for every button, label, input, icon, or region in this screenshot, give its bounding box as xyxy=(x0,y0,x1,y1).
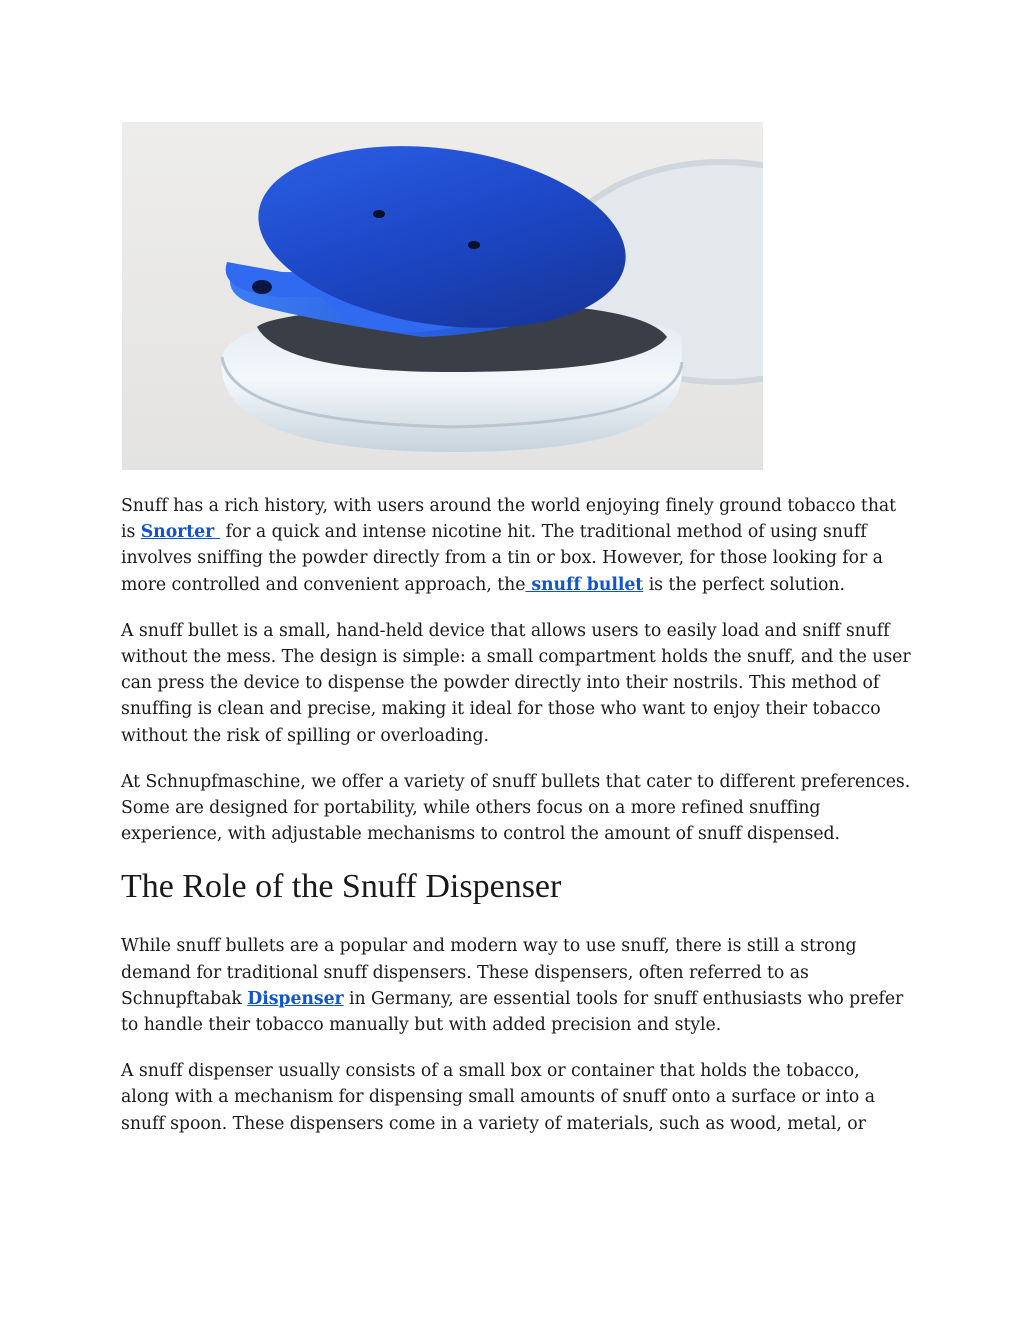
paragraph-dispenser xyxy=(121,933,911,1038)
paragraph-dispenser-description: A snuff dispenser usually consists of a small box or container that holds the tobacco, along with a mechanism for dispensing small amounts of snuff onto a surface or into a snuff spoon. These dispensers come in a variety of materials, such as wood, metal, or xyxy=(121,1061,875,1134)
paragraph-text: Snuff has a rich history, with users around the world enjoying finely ground tobacco that is xyxy=(121,496,897,543)
article-body xyxy=(121,493,911,1157)
paragraph-text: in Germany, are essential tools for snuff enthusiasts who prefer to handle their tobacco manually but with added precision and style. xyxy=(121,988,904,1036)
product-photo xyxy=(122,122,763,470)
paragraph-text: for a quick and intense nicotine hit. The traditional method of using snuff involves sniffing the powder directly from a tin or box. However, for those looking for a more controlled and convenient approach, the xyxy=(121,522,883,595)
paragraph-text: While snuff bullets are a popular and modern way to use snuff, there is still a strong demand for traditional snuff dispensers. These dispensers, often referred to as Schnupftabak xyxy=(121,936,857,1009)
section-heading: The Role of the Snuff Dispenser xyxy=(121,868,562,906)
paragraph-schnupfmaschine: At Schnupfmaschine, we offer a variety of snuff bullets that cater to different preferences. Some are designed for portability, while others focus on a more refined snuffing experience, with adjustable mechanisms to control the amount of snuff dispensed. xyxy=(121,771,911,845)
paragraph-text: is the perfect solution. xyxy=(643,574,845,595)
snorter-link[interactable]: Snorter xyxy=(140,522,221,543)
paragraph-intro xyxy=(121,493,911,598)
dispenser-link[interactable]: Dispenser xyxy=(247,988,344,1009)
snuff-bullet-link[interactable]: snuff bullet xyxy=(525,574,644,595)
paragraph-snuff-bullet: A snuff bullet is a small, hand-held device that allows users to easily load and sniff snuff without the mess. The design is simple: a small compartment holds the snuff, and the user can press the device to dispense the powder directly into their nostrils. This method of snuffing is clean and precise, making it ideal for those who want to enjoy their tobacco without the risk of spilling or overloading. xyxy=(121,620,911,746)
